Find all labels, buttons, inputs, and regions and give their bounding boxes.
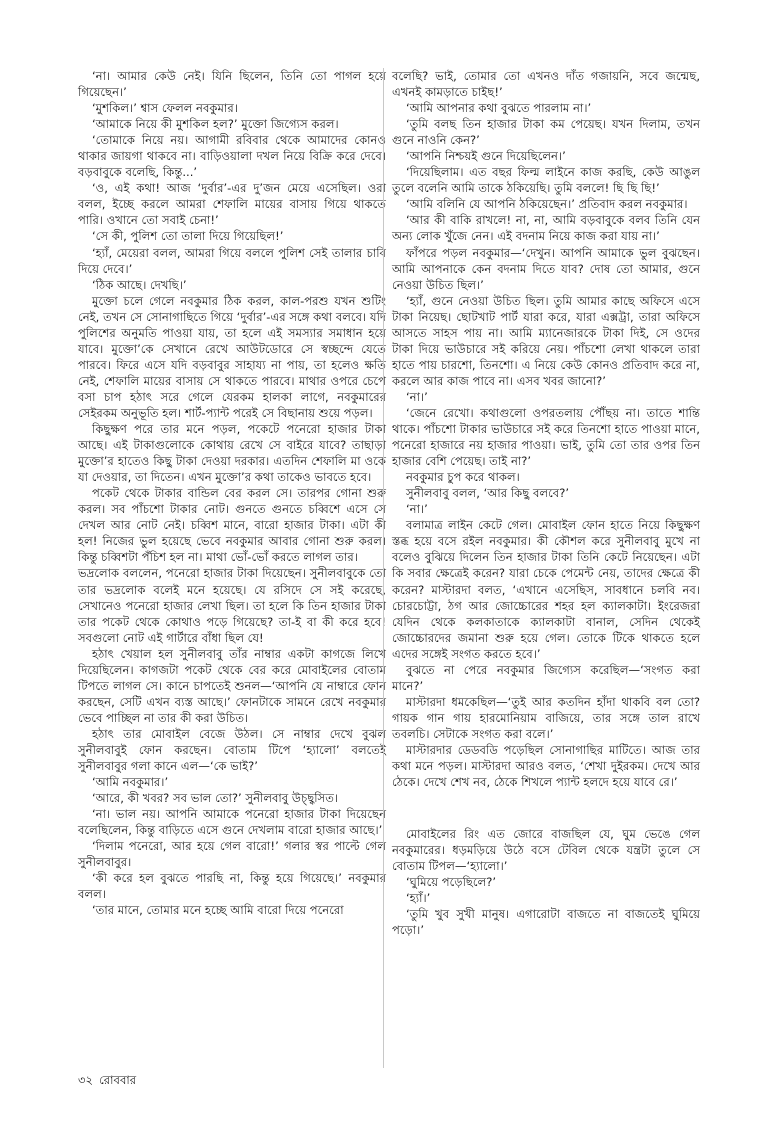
paragraph: ‘না। ভাল নয়। আপনি আমাকে পনেরো হাজার টাকা দিয়েছেন বলেছিলেন, কিন্তু বাড়িতে এসে গুনে দেখলাম বারো হাজার আছে।’ [78,807,386,838]
paragraph: মোবাইলের রিং এত জোরে বাজছিল যে, ঘুম ভেঙে গেল নবকুমারের। ধড়মড়িয়ে উঠে বসে টেবিল থেকে যন্ত্রটা তুলে সে বোতাম টিপল—‘হ্যালো।’ [392,827,700,874]
paragraph: ‘সে কী, পুলিশ তো তালা দিয়ে গিয়েছিল!’ [92,229,284,244]
paragraph: ‘হ্যাঁ, গুনে নেওয়া উচিত ছিল। তুমি আমার কাছে অফিসে এসে টাকা নিয়েছ। ছোটখাট পার্ট যারা করে, যারা এক্সট্রা, তারা অফিসে আসতে সাহস পায় না। আমি ম্যানেজারকে টাকা দিই, সে ওদের টাকা দিয়ে ভাউচারে সই করিয়ে নেয়। পাঁচশো লেখা থাকলে তারা হাতে পায় চারশো, তিনশো। এ নিয়ে কেউ কোনও প্রতিবাদ করে না, করলে আর কাজ পাবে না। এসব খবর জানো?’ [392,293,700,388]
magazine-section: রোববার [99,1073,137,1087]
paragraph: মাস্টারদা ধমকেছিল—‘তুই আর কতদিন হাঁদা থাকবি বল তো? গায়ক গান গায় হারমোনিয়াম বাজিয়ে, তার সঙ্গে তাল রাখে তবলচি। সেটাকে সংগত করা বলে।’ [392,694,700,741]
paragraph: মুক্তো চলে গেলে নবকুমার ঠিক করল, কাল-পরশু যখন শুটিং নেই, তখন সে সোনাগাছিতে গিয়ে ‘দুর্বার’-এর সঙ্গে কথা বলবে। যদি পুলিশের অনুমতি পাওয়া যায়, তা হলে এই সমস্যার সমাধান হয়ে যাবে। মুক্তো’কে সেখানে রেখে আউটডোরে সে স্বচ্ছন্দে যেতে পারবে। ফিরে এসে যদি বড়বাবুর সাহায্য না পায়, তা হলেও ক্ষতি নেই, শেফালি মায়ের বাসায় সে থাকতে পারবে। মাথার ওপরে চেপে বসা চাপ হঠাৎ সরে গেলে যেরকম হালকা লাগে, নবকুমারের সেইরকম অনুভূতি হল। শার্ট-প্যান্ট পরেই সে বিছানায় শুয়ে পড়ল। [78,293,386,420]
paragraph: ‘আমাকে নিয়ে কী মুশকিল হল?’ মুক্তো জিগ্যেস করল। [92,117,339,132]
paragraph: ‘দিলাম পনেরো, আর হয়ে গেল বারো!’ গলার স্বর পাল্টে গেল সুনীলবাবুর। [78,839,386,870]
paragraph: বলেছি? ভাই, তোমার তো এখনও দাঁত গজায়নি, সবে জন্মেছ, এখনই কামড়াতে চাইছ!’ [392,69,700,100]
paragraph: ‘হ্যাঁ, মেয়েরা বলল, আমরা গিয়ে বললে পুলিশ সেই তালার চাবি দিয়ে দেবে।’ [78,245,386,276]
paragraph: ‘আমি আপনার কথা বুঝতে পারলাম না।’ [406,101,592,116]
paragraph: ‘না।’ [406,389,428,404]
page-footer [78,1072,136,1088]
paragraph: ভদ্রলোক বললেন, পনেরো হাজার টাকা দিয়েছেন। সুনীলবাবুকে তো তার ভদ্রলোক বলেই মনে হয়েছে। যে রসিদে সে সই করেছে, সেখানেও পনেরো হাজার লেখা ছিল। তা হলে কি তিন হাজার টাকা তার পকেট থেকে কোথাও পড়ে গিয়েছে? তা-ই বা কী করে হবে! সবগুলো নোট এই গার্টারে বাঁধা ছিল যে! [78,566,386,645]
paragraph: নবকুমার চুপ করে থাকল। [406,470,520,485]
paragraph: ‘আপনি নিশ্চয়ই গুনে দিয়েছিলেন।’ [406,149,566,164]
paragraph: পকেট থেকে টাকার বান্ডিল বের করল সে। তারপর গোনা শুরু করল। সব পাঁচশো টাকার নোট। গুনতে গুনতে চব্বিশে এসে সে দেখল আর নোট নেই। চব্বিশ মানে, বারো হাজার টাকা। এটা কী হল! নিজের ভুল হয়েছে ভেবে নবকুমার আবার গোনা শুরু করল। কিন্তু চব্বিশটা পঁচিশ হল না। মাথা ভোঁ-ভোঁ করতে লাগল তার। [78,486,386,565]
paragraph: হঠাৎ তার মোবাইল বেজে উঠল। সে নাম্বার দেখে বুঝল সুনীলবাবুই ফোন করছেন। বোতাম টিপে ‘হ্যালো’ বলতেই সুনীলবাবুর গলা কানে এল—‘কে ভাই?’ [78,726,386,774]
paragraph: ‘না। আমার কেউ নেই। যিনি ছিলেন, তিনি তো পাগল হয়ে গিয়েছেন।’ [78,69,386,100]
paragraph: ‘আমি বলিনি যে আপনি ঠকিয়েছেন।’ প্রতিবাদ করল নবকুমার। [406,197,688,212]
paragraph: ‘হ্যাঁ।’ [406,891,431,906]
paragraph: হঠাৎ খেয়াল হল সুনীলবাবু তাঁর নাম্বার একটা কাগজে লিখে দিয়েছিলেন। কাগজটা পকেট থেকে বের করে মোবাইলের বোতাম টিপতে লাগল সে। কানে চাপতেই শুনল—‘আপনি যে নাম্বারে ফোন করছেন, সেটি এখন ব্যস্ত আছে।’ ফোনটাকে সামনে রেখে নবকুমার ভেবে পাচ্ছিল না তার কী করা উচিত। [78,646,386,725]
left-column [78,68,386,918]
paragraph: ‘মুশকিল।’ শ্বাস ফেলল নবকুমার। [92,101,238,116]
paragraph: ‘তার মানে, তোমার মনে হচ্ছে আমি বারো দিয়ে পনেরো [92,903,344,918]
paragraph: ‘দিয়েছিলাম। এত বছর ফিল্ম লাইনে কাজ করছি, কেউ আঙুল তুলে বলেনি আমি তাকে ঠকিয়েছি। তুমি বললে! ছি ছি ছি!’ [392,165,700,196]
paragraph: কিছুক্ষণ পরে তার মনে পড়ল, পকেটে পনেরো হাজার টাকা আছে। এই টাকাগুলোকে কোথায় রেখে সে বাইরে যাবে? তাছাড়া মুক্তো’র হাতেও কিছু টাকা দেওয়া দরকার। এতদিন শেফালি মা ওকে যা দেওয়ার, তা দিতেন। এখন মুক্তো’র কথা তাকেও ভাবতে হবে। [78,422,386,485]
paragraph: বুঝতে না পেরে নবকুমার জিগ্যেস করেছিল—‘সংগত করা মানে?’ [392,662,700,693]
paragraph: ‘ঠিক আছে। দেখছি।’ [92,277,187,292]
paragraph: ‘জেনে রেখো। কথাগুলো ওপরতলায় পৌঁছয় না। তাতে শান্তি থাকে। পাঁচশো টাকার ভাউচারে সই করে তিনশো হাতে পাওয়া মানে, পনেরো হাজারে নয় হাজার পাওয়া। ভাই, তুমি তো তার ওপর তিন হাজার বেশি পেয়েছ। তাই না?’ [392,405,700,469]
paragraph: ‘না।’ [406,502,428,517]
page-number: ৩২ [78,1073,94,1087]
paragraph: ‘আরে, কী খবর? সব ভাল তো?’ সুনীলবাবু উচ্ছ্বসিত। [92,791,339,806]
right-column [392,68,700,938]
paragraph: ‘কী করে হল বুঝতে পারছি না, কিন্তু হয়ে গিয়েছে।’ নবকুমার বলল। [78,871,386,902]
column-divider [383,68,384,1068]
paragraph: ‘তুমি বলছ তিন হাজার টাকা কম পেয়েছ। যখন দিলাম, তখন গুনে নাওনি কেন?’ [392,117,700,148]
paragraph: ‘তোমাকে নিয়ে নয়। আগামী রবিবার থেকে আমাদের কোনও থাকার জায়গা থাকবে না। বাড়িওয়ালা দখল নিয়ে বিক্রি করে দেবে। বড়বাবুকে বলেছি, কিন্তু...’ [78,133,386,180]
paragraph: বলামাত্র লাইন কেটে গেল। মোবাইল ফোন হাতে নিয়ে কিছুক্ষণ স্তব্ধ হয়ে বসে রইল নবকুমার। কী কৌশল করে সুনীলবাবু মুখে না বলেও বুঝিয়ে দিলেন তিন হাজার টাকা তিনি কেটে নিয়েছেন। এটা কি সবার ক্ষেত্রেই করেন? যারা চেকে পেমেন্ট নেয়, তাদের ক্ষেত্রে কী করেন? মাস্টারদা বলত, ‘এখানে এসেছিস, সাবধানে চলবি নব। চোরচোট্টা, ঠগ আর জোচ্চোরের শহর হল ক্যালকাটা। ইংরেজরা যেদিন থেকে কলকাতাকে ক্যালকাটা বানাল, সেদিন থেকেই জোচ্চোরদের জমানা শুরু হয়ে গেল। তোকে টিকে থাকতে হলে এদের সঙ্গেই সংগত করতে হবে।’ [392,518,700,661]
paragraph: ফাঁপরে পড়ল নবকুমার—‘দেখুন। আপনি আমাকে ভুল বুঝছেন। আমি আপনাকে কেন বদনাম দিতে যাব? দোষ তো আমার, গুনে নেওয়া উচিত ছিল।’ [392,245,700,292]
paragraph: মাস্টারদার ডেডবডি পড়েছিল সোনাগাছির মাটিতে। আজ তার কথা মনে পড়ল। মাস্টারদা আরও বলত, ‘শেখা দুইরকম। দেখে আর ঠেকে। দেখে শেখ নব, ঠেকে শিখলে প্যান্ট হলদে হয়ে যাবে রে।’ [392,742,700,790]
paragraph: ‘আমি নবকুমার।’ [92,775,169,790]
paragraph: ‘তুমি খুব সুখী মানুষ। এগারোটা বাজতে না বাজতেই ঘুমিয়ে পড়ো।’ [392,907,700,938]
paragraph: সুনীলবাবু বলল, ‘আর কিছু বলবে?’ [406,486,570,501]
paragraph: ‘ঘুমিয়ে পড়েছিলে?’ [406,875,497,890]
paragraph: ‘আর কী বাকি রাখলে! না, না, আমি বড়বাবুকে বলব তিনি যেন অন্য লোক খুঁজে নেন। এই বদনাম নিয়ে কাজ করা যায় না।’ [392,213,700,244]
paragraph: ‘ও, এই কথা! আজ ‘দুর্বার’-এর দু’জন মেয়ে এসেছিল। ওরা বলল, ইচ্ছে করলে আমরা শেফালি মায়ের বাসায় গিয়ে থাকতে পারি। ওখানে তো সবাই চেনা!’ [78,181,386,228]
